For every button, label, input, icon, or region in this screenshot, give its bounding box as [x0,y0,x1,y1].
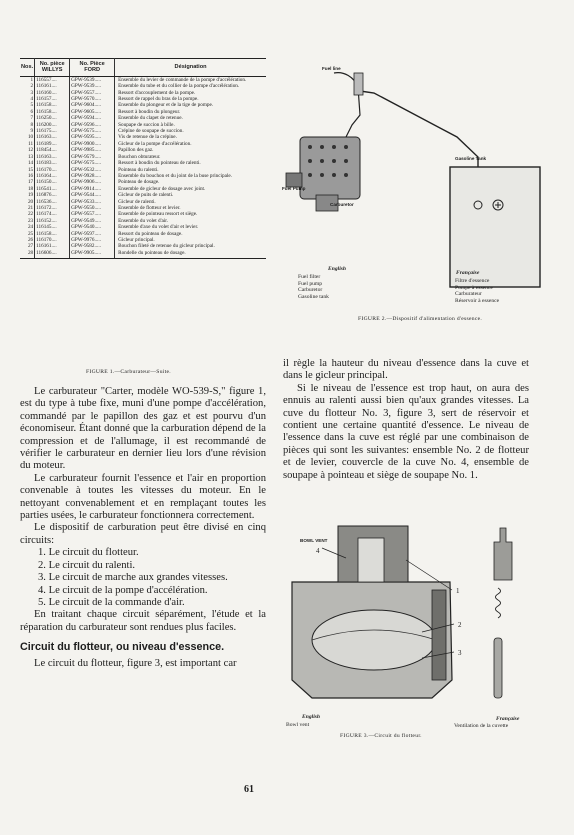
cell-designation: Soupape de succion à bille. [118,121,175,128]
cell-ford: GPW-9539..... [70,83,115,89]
list-item: 2. Le circuit du ralenti. [38,559,136,571]
paragraph: Le circuit du flotteur, figure 3, est important car [34,657,237,669]
cell-ford: GPW-9597..... [70,231,115,237]
cell-willys: 116170.... [35,237,70,243]
cell-number: 15 [20,167,35,173]
col-header-ford: No. Pièce FORD [70,59,115,77]
main-jet-shape [432,590,446,680]
cell-willys: 116541.... [35,186,70,192]
callout-4: 4 [316,547,320,555]
cell-number: 5 [20,102,35,108]
cell-designation: Ressort du pointeau de dosage. [118,230,183,237]
cell-designation: Gicleur de puits de ralenti. [118,192,174,199]
cell-number: 26 [20,237,35,243]
cell-number: 10 [20,134,35,140]
cell-willys: 116174.... [35,211,70,217]
spring-shape [496,588,501,618]
circuit-list [20,547,266,609]
cell-ford: GPW-9579..... [70,154,115,160]
cell-ford: GPW-9985..... [70,147,115,153]
cell-willys: 116160.... [35,90,70,96]
fig2-legend-en-item: Carburetor [298,287,323,294]
cell-ford: GPW-9905..... [70,250,115,259]
paragraph: Le carburateur fournit l'essence et l'air en proportion convenable à toutes les vitesses du moteur. En le nettoyant convenablement et en remplaçant toutes les parties usées, le carburateur fonctionnera correctement. [20,472,266,522]
cell-number: 22 [20,211,35,217]
fig2-legend-fr-item: Pompe à essence [455,284,493,291]
label-fuel-pump: Fuel Pump [282,186,306,191]
paragraph: Si le niveau de l'essence est trop haut, on aura des ennuis au ralenti aussi bien qu'aux grandes vitesses. La cuve du flotteur No. 3, figure 3, sert de réservoir et contient une certaine quantité d'essence. Le niveau de l'essence dans la cuve est réglé par une combinaison de pièces qui sont les suivantes: ensemble No. 2 de flotteur et de levier, couvercle de la cuve No. 4, ensemble de soupape à pointeau et siège de soupape No. 1. [283,382,529,481]
list-item: 1. Le circuit du flotteur. [38,547,139,559]
paragraph: Le dispositif de carburation peut être divisé en cinq circuits: [20,522,266,546]
fig2-legend-fr-item: Carburateur [455,291,482,298]
cell-designation: Ensemble de pointeau ressort et siège. [118,211,198,218]
cell-willys: 116557.... [35,76,70,83]
cell-designation: Gicleur principal. [118,236,155,243]
cell-number: 19 [20,192,35,198]
cell-designation: Ensemble du plongeur et de la tige de pompe. [118,102,214,109]
cell-designation: Ensemble du clapet de retenue. [118,115,183,122]
cell-number: 2 [20,83,35,89]
cell-designation: Ensemble du bouchon et du joint de la buse principale. [118,172,232,179]
cell-ford: GPW-9557..... [70,211,115,217]
label-carburetor: Carburetor [330,202,354,207]
list-item: 5. Le circuit de la commande d'air. [38,596,185,608]
cell-number: 27 [20,243,35,249]
callout-1: 1 [456,587,460,595]
cell-number: 16 [20,173,35,179]
paragraph: il règle la hauteur du niveau d'essence dans la cuve et dans le gicleur principal. [283,358,529,382]
col-header-designation: Désignation [115,59,266,77]
cell-designation: Ensemble de gicleur de dosage avec joint. [118,185,206,192]
cell-willys: 116200.... [35,122,70,128]
cell-number: 12 [20,147,35,153]
parts-table-header [20,59,266,77]
cell-ford: GPW-9557..... [70,90,115,96]
list-item: 3. Le circuit de marche aux grandes vitesses. [38,572,228,584]
float-circuit-diagram [282,520,544,725]
cell-designation: Ressort d'accouplement de la pompe. [118,89,196,96]
label-fuel-line: Fuel line [322,66,341,71]
cell-number: 28 [20,250,35,259]
fig2-legend-en-item: Gasoline tank [298,293,329,300]
cell-number: 1 [20,76,35,83]
fig2-legend-title-fr: Française [456,270,480,276]
fig2-legend-title-en: English [328,266,347,272]
cell-willys: 116250.... [35,115,70,121]
cell-ford: GPW-9539..... [70,76,115,83]
fig2-legend-en [298,274,329,300]
needle-valve-shape [358,538,384,582]
fig3-legend-title-fr: Française [496,716,520,722]
cell-ford: GPW-9570..... [70,96,115,102]
cell-number: 23 [20,218,35,224]
cell-designation: Vis de retenue de la crépine. [118,134,177,141]
cell-number: 4 [20,96,35,102]
cell-number: 9 [20,128,35,134]
cell-designation: Gicleur de ralenti. [118,198,156,205]
right-column-text [283,358,529,482]
cell-designation: Papillon des gaz. [118,147,154,154]
left-column-text [20,386,266,670]
cell-willys: 116536.... [35,199,70,205]
parts-table [20,58,266,259]
cell-number: 21 [20,205,35,211]
label-bowl-vent: BOWL VENT [300,538,328,543]
cell-willys: 116158.... [35,231,70,237]
cell-willys: 118454.... [35,147,70,153]
cell-ford: GPW-9604..... [70,102,115,108]
cell-number: 3 [20,90,35,96]
cell-designation: Ensemble du volet d'air. [118,217,169,224]
cell-number: 8 [20,122,35,128]
cell-designation: Pointeau de dosage. [118,179,160,186]
cell-number: 14 [20,160,35,166]
cell-willys: 116606.... [35,250,70,259]
cell-ford: GPW-9575..... [70,160,115,166]
cell-ford: GPW-9596..... [70,122,115,128]
cell-ford: GPW-9976..... [70,237,115,243]
cell-number: 6 [20,109,35,115]
cell-designation: Gicleur de la pompe d'accélération. [118,140,192,147]
table-row [20,250,266,259]
fig2-legend-en-item: Fuel filter [298,274,321,280]
strainer-shape [354,73,363,95]
cell-number: 18 [20,186,35,192]
cell-designation: Ressort de rappel du bras de la pompe. [118,96,199,103]
needle-pin-shape [494,638,502,698]
needle-seat-shape [494,528,512,580]
cell-willys: 116150.... [35,179,70,185]
fig2-legend-fr-item: Réservoir à essence [455,297,500,304]
page-number: 61 [244,784,254,795]
cell-number: 7 [20,115,35,121]
cell-willys: 116172.... [35,205,70,211]
cell-willys: 116164.... [35,173,70,179]
cell-willys: 116163.... [35,154,70,160]
paragraph: En traitant chaque circuit séparément, l'étude et la réparation du carburateur sont rendues plus faciles. [20,609,266,633]
cell-ford: GPW-9582..... [70,243,115,249]
gasoline-tank-shape [450,167,540,287]
fuel-system-diagram [282,55,546,290]
cell-willys: 116876.... [35,192,70,198]
cell-ford: GPW-9906..... [70,179,115,185]
cell-ford: GPW-9900..... [70,141,115,147]
cell-ford: GPW-9533..... [70,199,115,205]
cell-willys: 116158.... [35,109,70,115]
fig3-legend-fr: Ventilation de la cuvette [454,723,509,729]
cell-number: 17 [20,179,35,185]
cell-ford: GPW-9532..... [70,167,115,173]
cell-designation: Ressort à boudin du pointeau de ralenti. [118,160,201,167]
cell-willys: 116163.... [35,134,70,140]
callout-2: 2 [458,621,462,629]
cell-willys: 116157.... [35,96,70,102]
table-row [20,76,266,83]
col-header-number: Nos. [20,59,35,77]
cell-ford: GPW-9575..... [70,128,115,134]
fig3-legend-en: Bowl vent [286,722,310,728]
fuel-pump-shape [286,173,302,187]
cell-designation: Crépine de soupape de succion. [118,128,184,135]
cell-designation: Rondelle du pointeau de dosage. [115,250,266,259]
cell-designation: Ensemble d'axe du volet d'air et levier. [118,224,199,231]
cell-ford: GPW-9544..... [70,192,115,198]
cell-ford: GPW-9928..... [70,173,115,179]
list-item: 4. Le circuit de la pompe d'accélération. [38,584,208,596]
cell-ford: GPW-9540..... [70,224,115,230]
fig2-legend-fr [455,278,499,304]
cell-number: 11 [20,141,35,147]
cell-ford: GPW-9594..... [70,115,115,121]
cell-designation: Ensemble de flotteur et levier. [118,204,181,211]
label-gasoline-tank: Gasoline Tank [455,156,487,161]
cell-willys: 116145.... [35,224,70,230]
cell-ford: GPW-9914..... [70,186,115,192]
cell-willys: 116158.... [35,102,70,108]
cell-number: 13 [20,154,35,160]
cell-willys: 116183.... [35,160,70,166]
paragraph: Le carburateur "Carter, modèle WO-539-S," figure 1, est du type à tube fixe, muni d'une pompe d'accélération, commandé par le papillon des gaz et est pourvu d'un économiseur. Étant donné que la carburation dépend de la compression et de l'allumage, il est recommandé de vérifier le carburateur en dernier lieu lors d'une révision du moteur. [20,386,266,472]
fig3-legend-title-en: English [302,714,321,720]
cell-designation: Pointeau du ralenti. [118,166,159,173]
float-shape [312,610,436,670]
fig2-legend-en-item: Fuel pump [298,280,323,287]
figure1-caption: FIGURE 1.—Carburateur—Suite. [86,369,171,375]
cell-willys: 116175.... [35,128,70,134]
cell-willys: 116161.... [35,243,70,249]
callout-3: 3 [458,649,462,657]
section-heading: Circuit du flotteur, ou niveau d'essence. [20,641,225,654]
cell-designation: Ressort à boudin du plongeur. [118,108,181,115]
cell-designation: Ensemble du levier de commande de la pompe d'accélération. [118,76,247,83]
cell-designation: Bouchon fileté de retenue du gicleur principal. [118,243,215,250]
cell-designation: Ensemble du tube et du collier de la pompe d'accélération. [118,83,240,90]
figure2-caption: FIGURE 2.—Dispositif d'alimentation d'essence. [358,316,483,322]
parts-table-body [20,76,266,258]
cell-willys: 116189.... [35,141,70,147]
col-header-willys: No. pièce WILLYS [35,59,70,77]
cell-number: 24 [20,224,35,230]
cell-number: 20 [20,199,35,205]
cell-designation: Bouchon obturateur. [118,153,161,160]
cell-ford: GPW-9550..... [70,205,115,211]
cell-ford: GPW-9549..... [70,218,115,224]
cell-ford: GPW-9605..... [70,109,115,115]
figure3-caption: FIGURE 3.—Circuit du flotteur. [340,733,422,739]
cell-willys: 116170.... [35,167,70,173]
fig2-legend-fr-item: Filtre d'essence [455,278,490,284]
cell-number: 25 [20,231,35,237]
cell-willys: 116152.... [35,218,70,224]
cell-willys: 116161.... [35,83,70,89]
cell-ford: GPW-9595..... [70,134,115,140]
